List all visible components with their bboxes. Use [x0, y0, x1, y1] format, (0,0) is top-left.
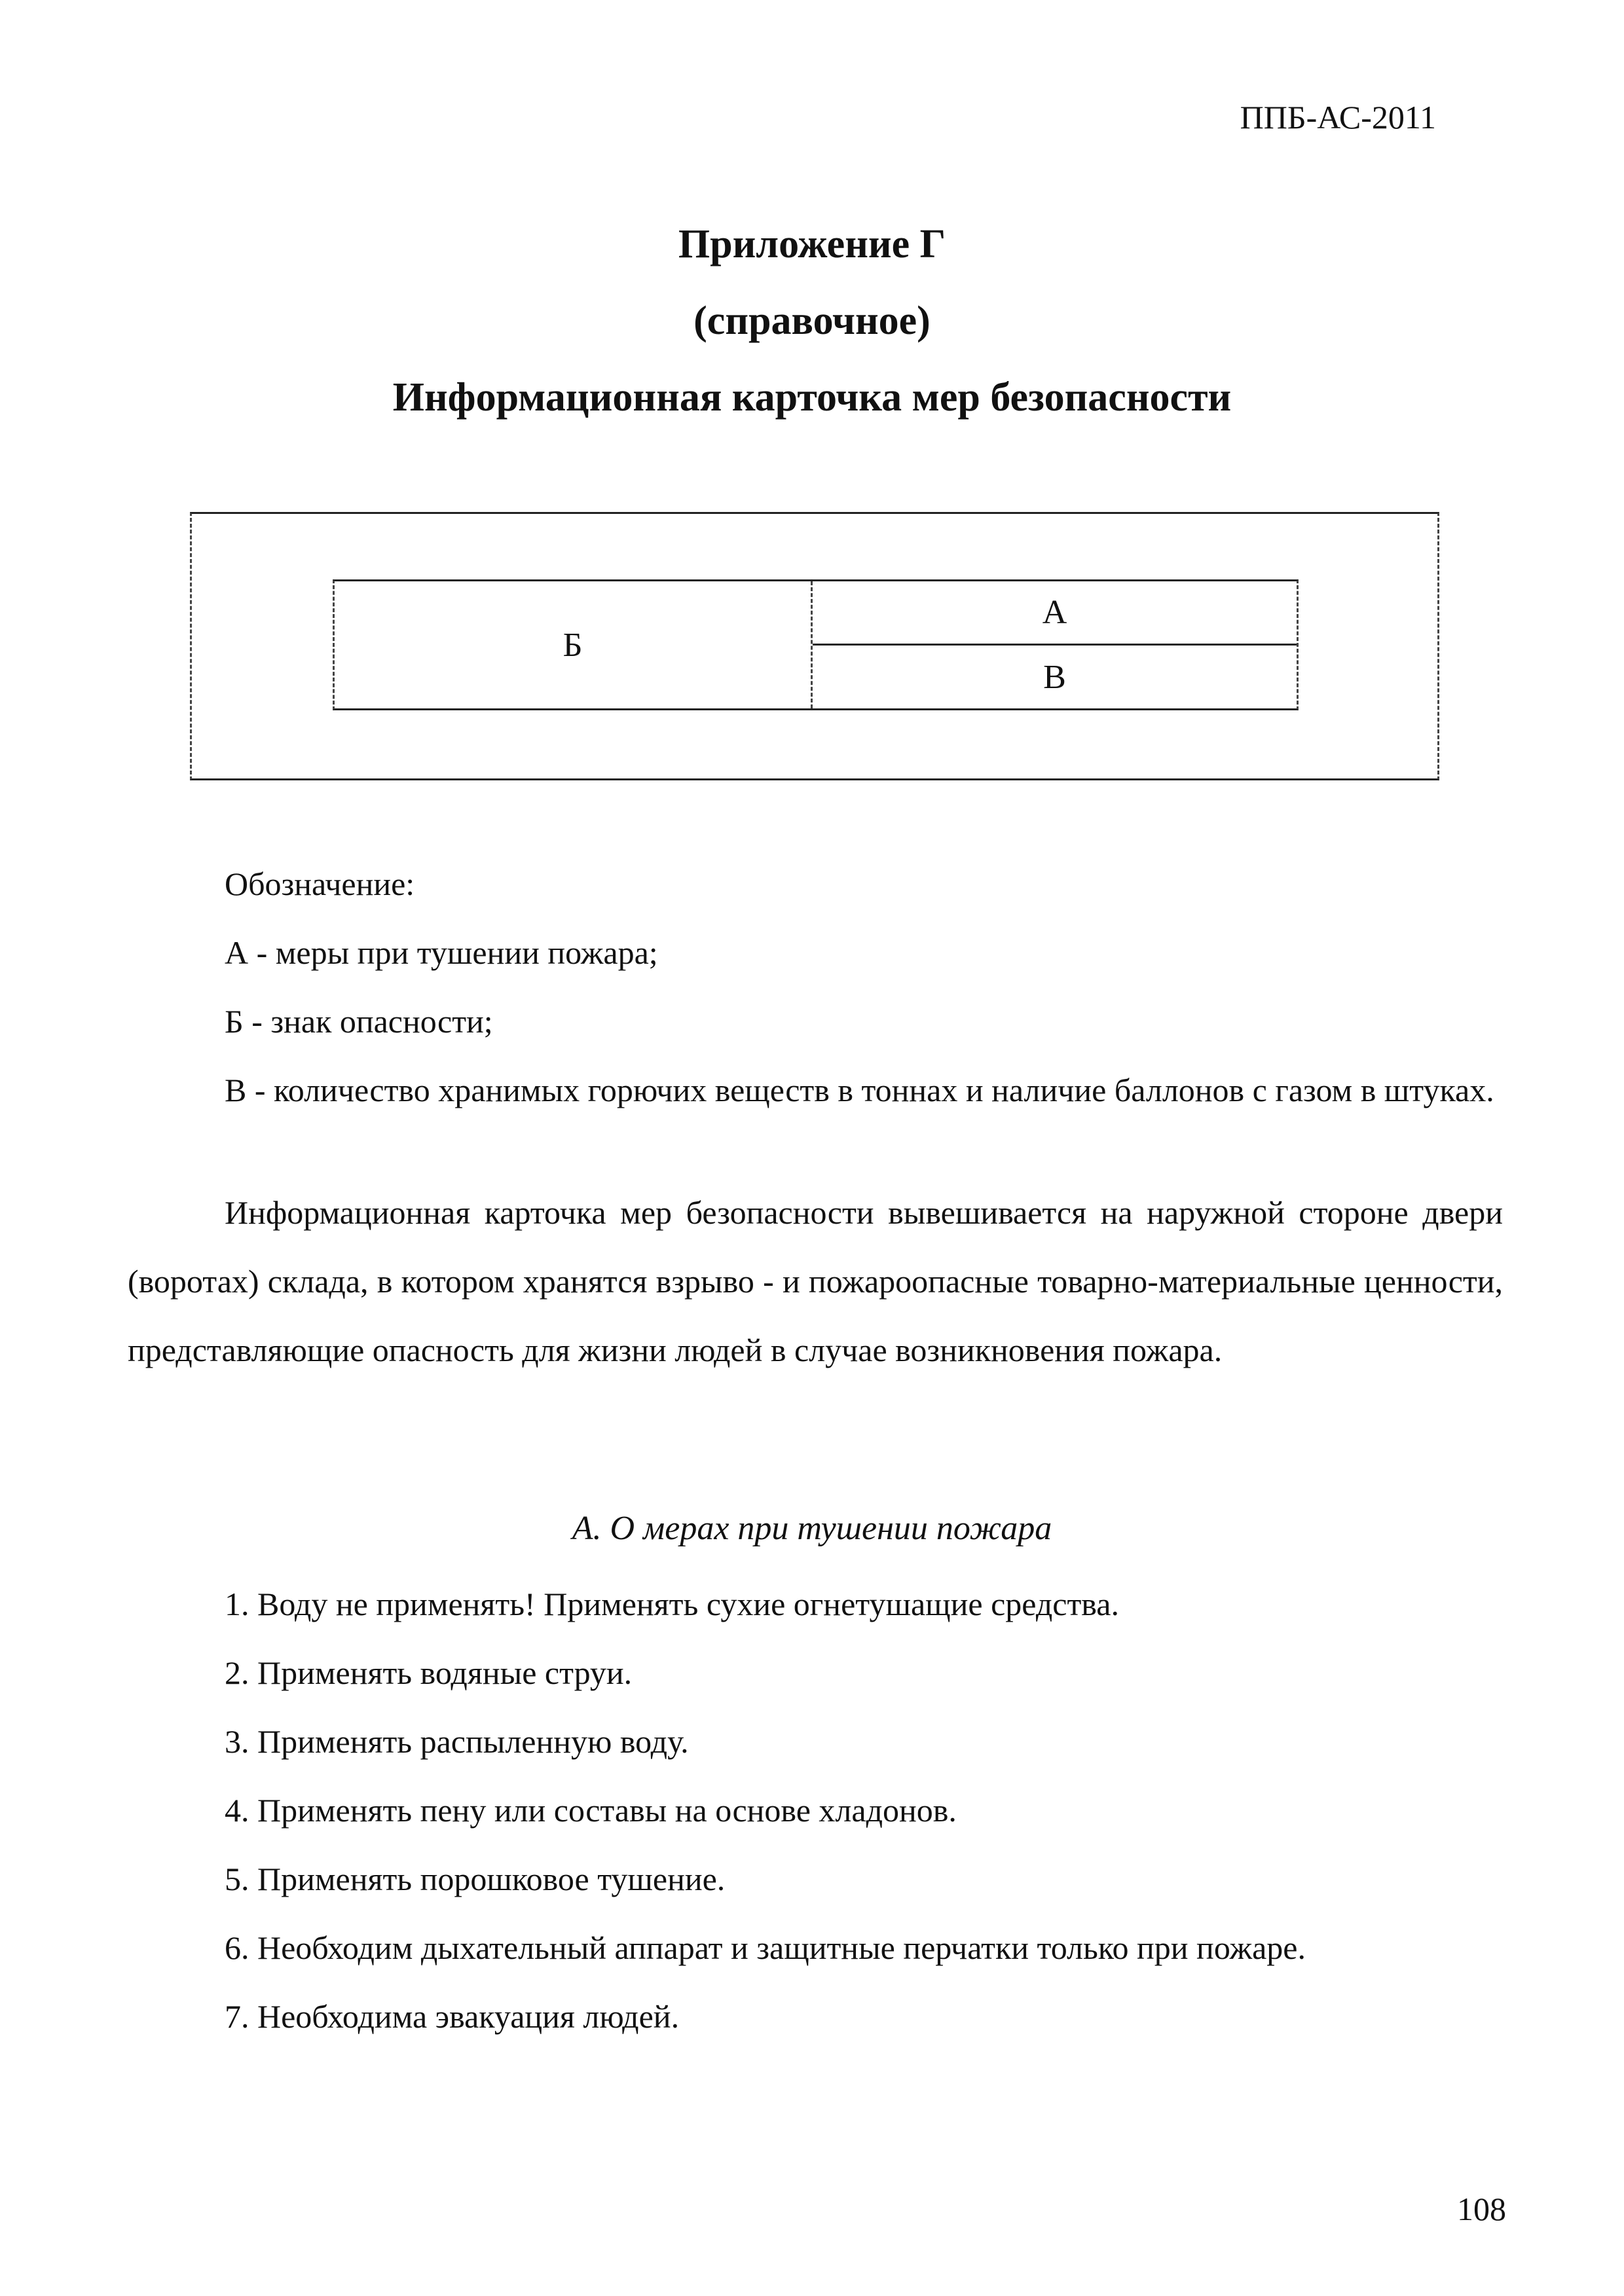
list-item: 6. Необходим дыхательный аппарат и защитные перчатки только при пожаре.	[225, 1929, 1306, 1966]
appendix-type: (справочное)	[693, 299, 931, 343]
appendix-title: Приложение Г	[678, 222, 946, 266]
cell-fire-measures: А	[813, 581, 1297, 646]
section-a-title: А. О мерах при тушении пожара	[572, 1510, 1052, 1547]
legend-item-a: А - меры при тушении пожара;	[225, 934, 658, 971]
list-item: 3. Применять распыленную воду.	[225, 1723, 689, 1760]
fire-measures-list	[225, 1570, 1502, 2051]
list-item: 7. Необходима эвакуация людей.	[225, 1998, 680, 2035]
legend-item-b: Б - знак опасности;	[225, 1003, 493, 1040]
document-code: ППБ-АС-2011	[1240, 99, 1436, 136]
list-item: 2. Применять водяные струи.	[225, 1654, 633, 1691]
appendix-subject: Информационная карточка мер безопасности	[392, 375, 1232, 420]
legend-item-v: В - количество хранимых горючих веществ в тоннах и наличие баллонов с газом в штуках.	[225, 1072, 1494, 1108]
cell-hazard-sign: Б	[335, 581, 813, 708]
cell-quantity: В	[1043, 658, 1066, 696]
info-paragraph: Информационная карточка мер безопасности вывешивается на наружной стороне двери (воротах) склада, в котором хранятся взрыво - и пожароопасные товарно-материальные ценности, представляющие опасность для жизни людей в случае возникновения пожара.	[128, 1194, 1503, 1368]
legend-heading: Обозначение:	[225, 866, 415, 902]
list-item: 5. Применять порошковое тушение.	[225, 1861, 726, 1897]
safety-card-table	[333, 579, 1299, 710]
page-number: 108	[1457, 2191, 1506, 2227]
list-item: 4. Применять пену или составы на основе хладонов.	[225, 1792, 957, 1829]
list-item: 1. Воду не применять! Применять сухие огнетушащие средства.	[225, 1586, 1119, 1622]
safety-card-diagram	[190, 512, 1439, 780]
